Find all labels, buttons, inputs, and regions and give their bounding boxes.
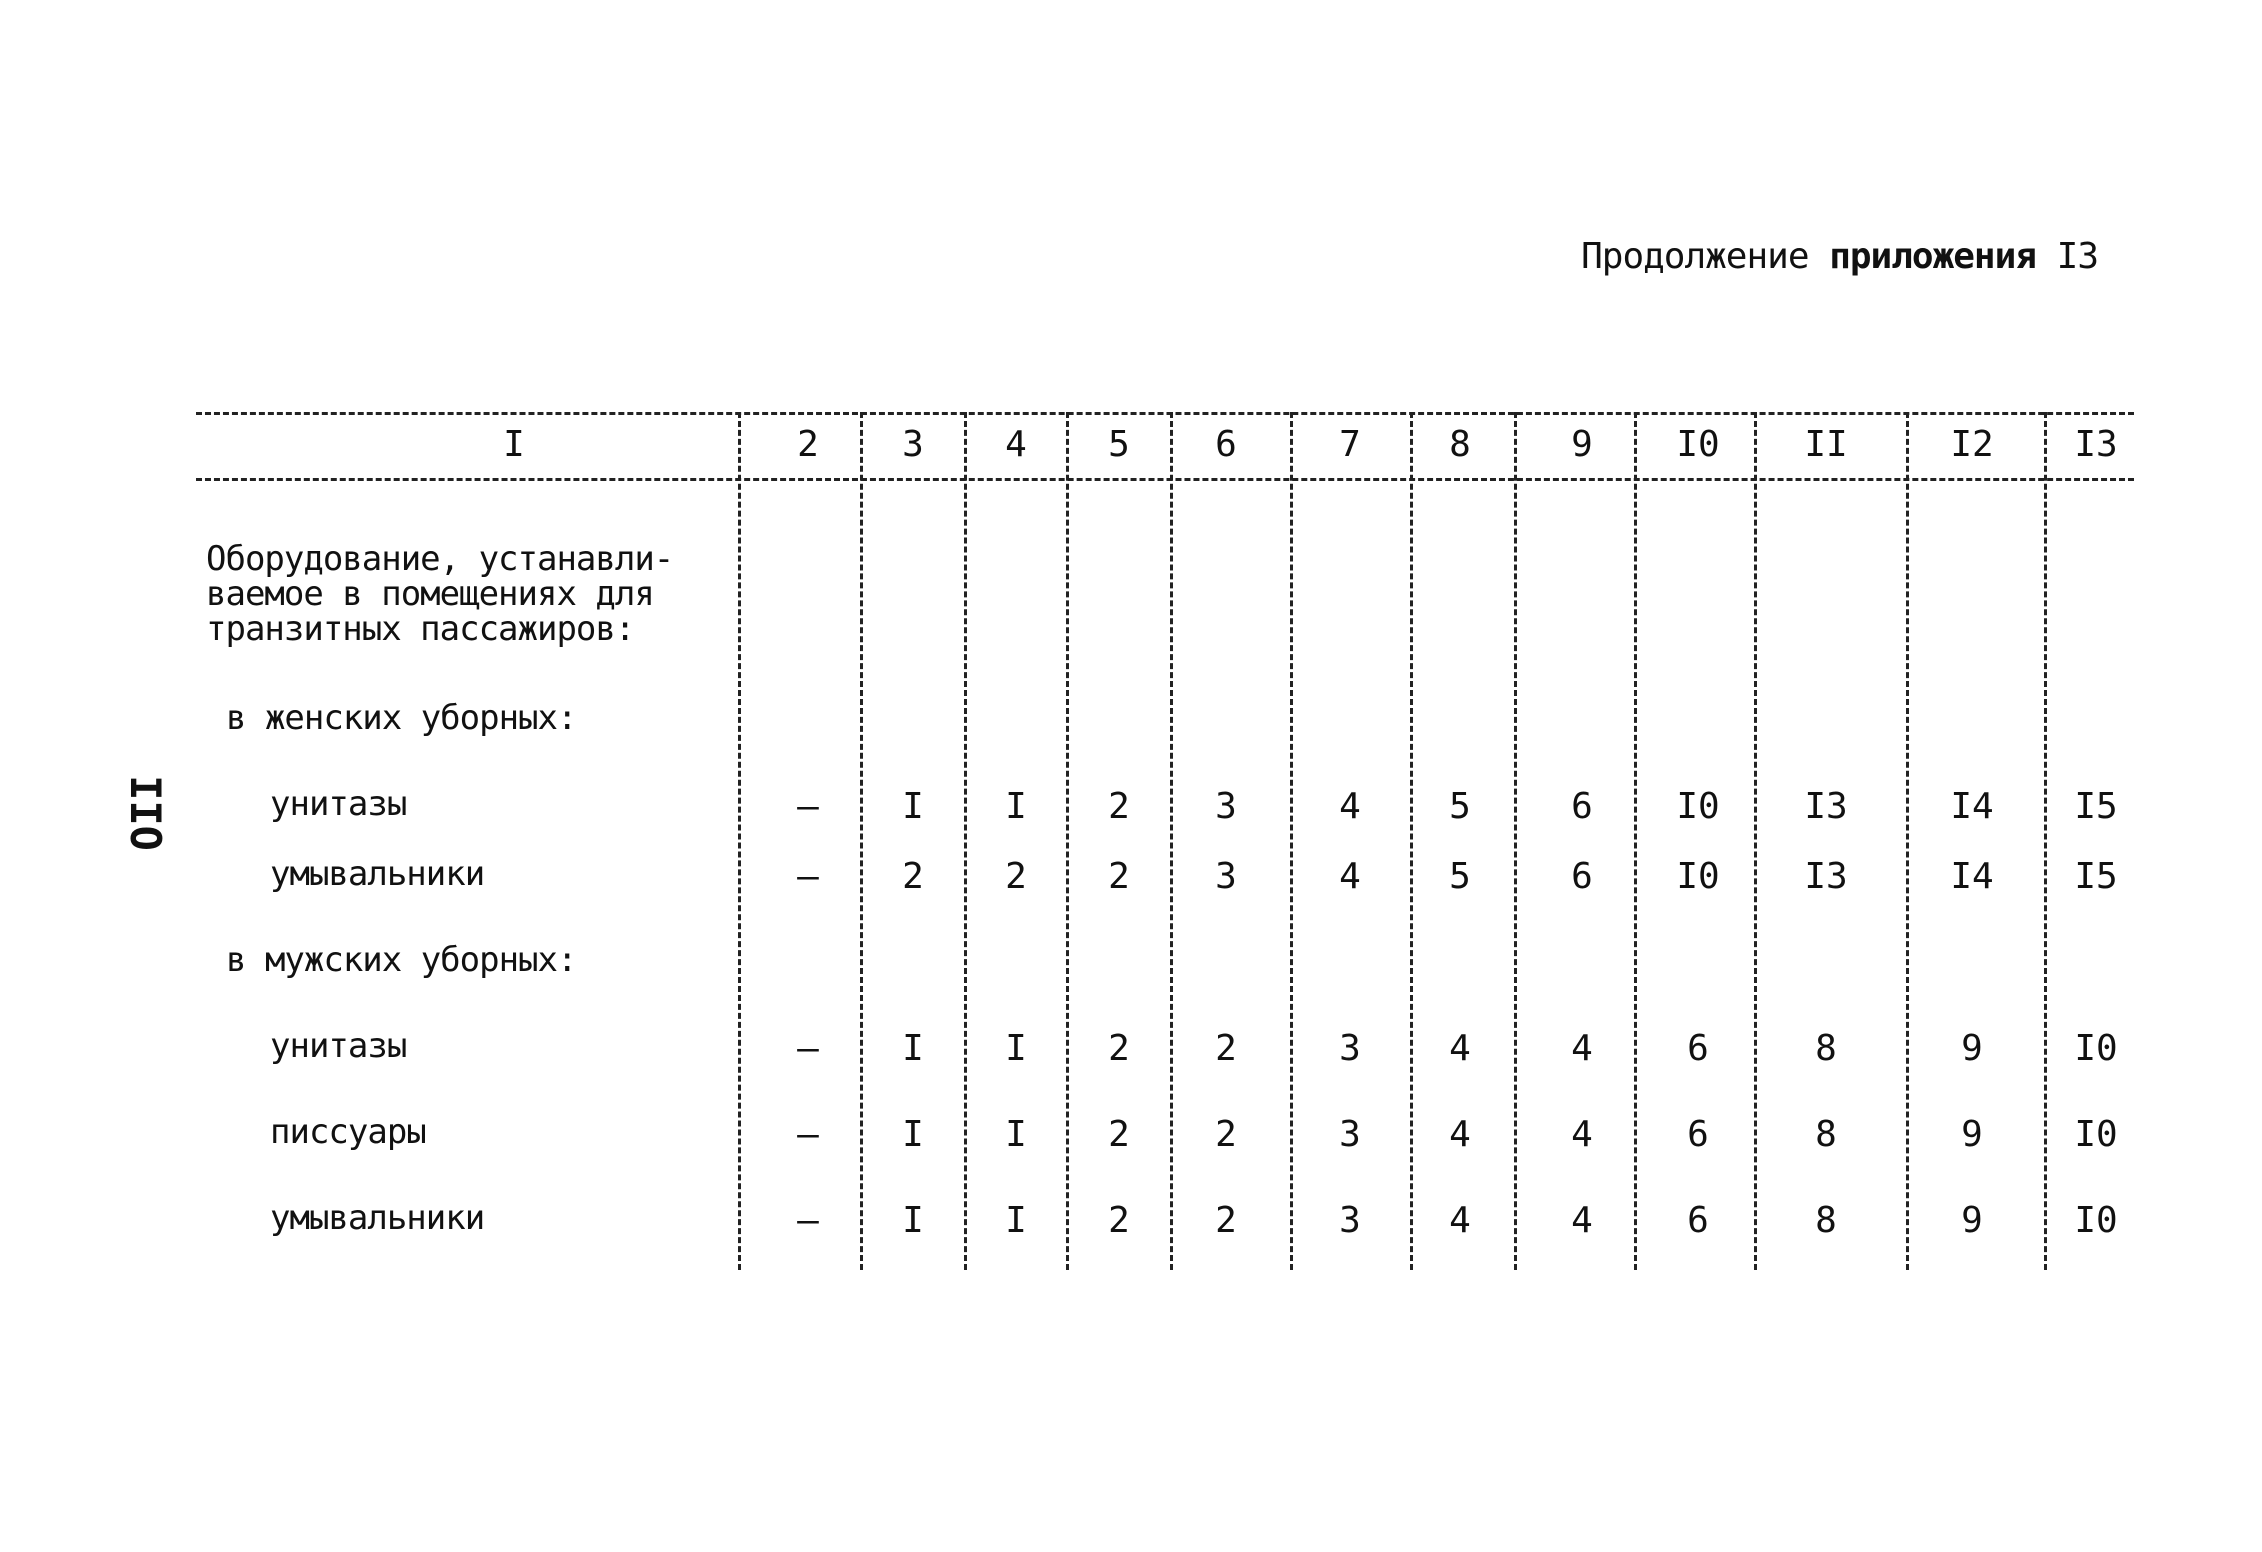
- column-divider: [2044, 412, 2047, 1270]
- column-divider: [1170, 412, 1173, 1270]
- column-divider: [1514, 412, 1517, 1270]
- table-cell: –: [797, 786, 819, 827]
- row-label: унитазы: [270, 784, 407, 824]
- header-cell: I: [503, 424, 525, 465]
- table-cell: –: [797, 1028, 819, 1069]
- header-cell: 2: [797, 424, 819, 465]
- table-cell: 8: [1815, 1028, 1837, 1069]
- table-cell: 2: [1108, 786, 1130, 827]
- section-title-line: Оборудование, устанавли-: [206, 539, 674, 579]
- table-cell: 5: [1449, 786, 1471, 827]
- table-cell: 2: [1215, 1028, 1237, 1069]
- row-label: унитазы: [270, 1026, 407, 1066]
- header-cell: 3: [902, 424, 924, 465]
- header-cell: 9: [1571, 424, 1593, 465]
- header-cell: 6: [1215, 424, 1237, 465]
- header-cell: I3: [2074, 424, 2118, 465]
- table-cell: 5: [1449, 856, 1471, 897]
- table-cell: 6: [1571, 856, 1593, 897]
- table-cell: 2: [1215, 1200, 1237, 1241]
- table-cell: I0: [2074, 1028, 2118, 1069]
- heading-bold-word: приложения: [1829, 236, 2036, 277]
- table-cell: I0: [2074, 1114, 2118, 1155]
- table-cell: 2: [1108, 1028, 1130, 1069]
- table-cell: 4: [1571, 1200, 1593, 1241]
- header-cell: I0: [1676, 424, 1720, 465]
- header-cell: 5: [1108, 424, 1130, 465]
- table-cell: 6: [1687, 1114, 1709, 1155]
- table-cell: 2: [902, 856, 924, 897]
- table-cell: I5: [2074, 856, 2118, 897]
- table-cell: I4: [1950, 786, 1994, 827]
- table-cell: I: [902, 1114, 924, 1155]
- column-divider: [738, 412, 741, 1270]
- table-cell: 4: [1339, 856, 1361, 897]
- table-cell: 3: [1339, 1114, 1361, 1155]
- table-cell: 2: [1108, 856, 1130, 897]
- header-cell: 4: [1005, 424, 1027, 465]
- table-cell: 2: [1005, 856, 1027, 897]
- table-cell: 9: [1961, 1114, 1983, 1155]
- table-cell: 6: [1687, 1028, 1709, 1069]
- table-cell: 8: [1815, 1200, 1837, 1241]
- page-number: IIO: [121, 775, 170, 851]
- section-title-line: транзитных пассажиров:: [206, 609, 635, 649]
- column-divider: [1410, 412, 1413, 1270]
- table-cell: 2: [1108, 1200, 1130, 1241]
- table-cell: 3: [1339, 1200, 1361, 1241]
- column-divider: [1906, 412, 1909, 1270]
- table-cell: 8: [1815, 1114, 1837, 1155]
- table-cell: 6: [1687, 1200, 1709, 1241]
- row-label: умывальники: [270, 1198, 485, 1238]
- header-cell: 7: [1339, 424, 1361, 465]
- table-cell: I5: [2074, 786, 2118, 827]
- heading-number: I3: [2056, 236, 2098, 277]
- table-cell: I: [1005, 1114, 1027, 1155]
- group-title-men: в мужских уборных:: [226, 940, 577, 980]
- row-label: умывальники: [270, 854, 485, 894]
- table-cell: 4: [1449, 1028, 1471, 1069]
- table-cell: I3: [1804, 856, 1848, 897]
- table-cell: –: [797, 1114, 819, 1155]
- table-cell: –: [797, 856, 819, 897]
- heading-text: Продолжение: [1581, 236, 1809, 277]
- table-cell: 4: [1449, 1200, 1471, 1241]
- header-cell: I2: [1950, 424, 1994, 465]
- group-title-women: в женских уборных:: [226, 698, 577, 738]
- table-cell: 4: [1571, 1028, 1593, 1069]
- table-cell: 3: [1339, 1028, 1361, 1069]
- table-cell: 4: [1339, 786, 1361, 827]
- table-cell: 9: [1961, 1200, 1983, 1241]
- table-cell: 3: [1215, 856, 1237, 897]
- section-title: [206, 539, 674, 649]
- table-cell: I: [1005, 1200, 1027, 1241]
- section-title-line: ваемое в помещениях для: [206, 574, 654, 614]
- table-cell: 6: [1571, 786, 1593, 827]
- table-cell: 4: [1449, 1114, 1471, 1155]
- table-cell: 3: [1215, 786, 1237, 827]
- table-top-rule: [196, 412, 2134, 415]
- column-divider: [1754, 412, 1757, 1270]
- appendix-heading: [1581, 236, 2098, 277]
- table-cell: 4: [1571, 1114, 1593, 1155]
- table-cell: I: [902, 1200, 924, 1241]
- row-label: писсуары: [270, 1112, 426, 1152]
- table-cell: 9: [1961, 1028, 1983, 1069]
- table-cell: I4: [1950, 856, 1994, 897]
- table-cell: I0: [1676, 856, 1720, 897]
- table-cell: 2: [1215, 1114, 1237, 1155]
- table-cell: I0: [2074, 1200, 2118, 1241]
- table-cell: 2: [1108, 1114, 1130, 1155]
- column-divider: [964, 412, 967, 1270]
- column-divider: [1634, 412, 1637, 1270]
- table-header-rule: [196, 478, 2134, 481]
- column-divider: [1290, 412, 1293, 1270]
- header-cell: 8: [1449, 424, 1471, 465]
- table-cell: –: [797, 1200, 819, 1241]
- column-divider: [1066, 412, 1069, 1270]
- header-cell: II: [1804, 424, 1848, 465]
- column-divider: [860, 412, 863, 1270]
- table-cell: I: [902, 786, 924, 827]
- table-cell: I: [902, 1028, 924, 1069]
- table-cell: I: [1005, 1028, 1027, 1069]
- table-cell: I0: [1676, 786, 1720, 827]
- table-cell: I3: [1804, 786, 1848, 827]
- table-cell: I: [1005, 786, 1027, 827]
